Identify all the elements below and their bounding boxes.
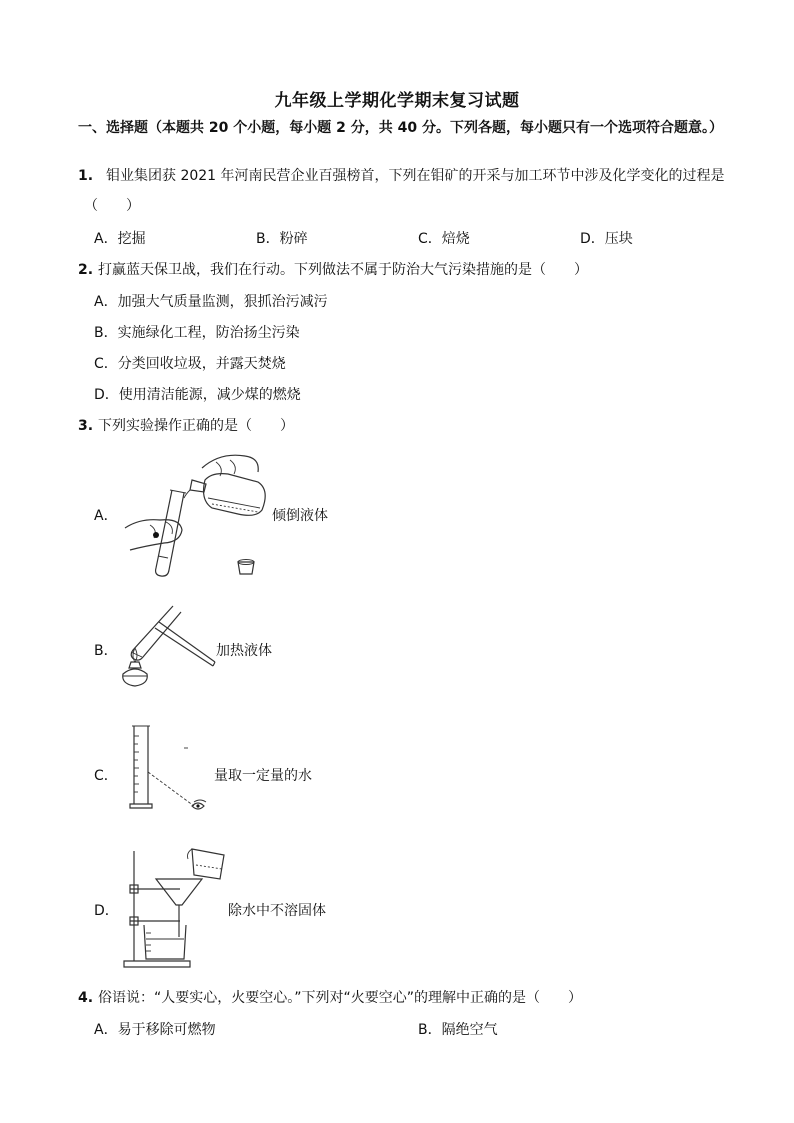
- question-1-stem: [78, 165, 725, 185]
- question-number: 1.: [78, 168, 94, 184]
- question-text: 钼业集团获 2021 年河南民营企业百强榜首，下列在钼矿的开采与加工环节中涉及化学变化的过程是: [106, 168, 725, 184]
- q2-option-c[interactable]: C．分类回收垃圾，并露天焚烧: [94, 356, 286, 372]
- question-number: 4.: [78, 990, 94, 1006]
- question-text: 俗语说：“人要实心，火要空心。”下列对“火要空心”的理解中正确的是（ ）: [98, 990, 583, 1006]
- q3-option-c-letter[interactable]: C．: [94, 768, 118, 784]
- q3-option-b-caption: 加热液体: [216, 643, 272, 659]
- question-4-stem: [78, 987, 582, 1007]
- q3-option-c-caption: 量取一定量的水: [214, 768, 312, 784]
- pouring-liquid-illustration: [120, 450, 270, 580]
- q1-option-c[interactable]: C．焙烧: [418, 231, 470, 247]
- question-1-answer-blank: （ ）: [84, 198, 140, 214]
- q3-option-a-letter[interactable]: A．: [94, 508, 118, 524]
- q2-option-d[interactable]: D．使用清洁能源，减少煤的燃烧: [94, 387, 301, 403]
- question-3-stem: [78, 415, 294, 435]
- question-number: 3.: [78, 418, 94, 434]
- question-text: 打赢蓝天保卫战，我们在行动。下列做法不属于防治大气污染措施的是（ ）: [98, 262, 588, 278]
- heating-liquid-illustration: [115, 600, 220, 695]
- q1-option-a[interactable]: A．挖掘: [94, 231, 146, 247]
- q3-option-a-caption: 倾倒液体: [272, 508, 328, 524]
- question-2-stem: [78, 259, 588, 279]
- q3-option-d-letter[interactable]: D．: [94, 903, 119, 919]
- measuring-cylinder-illustration: [124, 722, 214, 822]
- page-title: 九年级上学期化学期末复习试题: [274, 91, 520, 111]
- q1-option-d[interactable]: D．压块: [580, 231, 633, 247]
- q2-option-a[interactable]: A．加强大气质量监测，狠抓治污减污: [94, 294, 328, 310]
- q3-option-b-letter[interactable]: B．: [94, 643, 118, 659]
- question-text: 下列实验操作正确的是（ ）: [98, 418, 294, 434]
- q3-option-d-caption: 除水中不溶固体: [228, 903, 326, 919]
- q4-option-a[interactable]: A．易于移除可燃物: [94, 1022, 216, 1038]
- section-heading: 一、选择题（本题共 20 个小题，每小题 2 分，共 40 分。下列各题，每小题只有一个选项符合题意。）: [78, 120, 723, 136]
- q2-option-b[interactable]: B．实施绿化工程，防治扬尘污染: [94, 325, 300, 341]
- filtration-illustration: [122, 845, 232, 971]
- q4-option-b[interactable]: B．隔绝空气: [418, 1022, 498, 1038]
- question-number: 2.: [78, 262, 94, 278]
- q1-option-b[interactable]: B．粉碎: [256, 231, 308, 247]
